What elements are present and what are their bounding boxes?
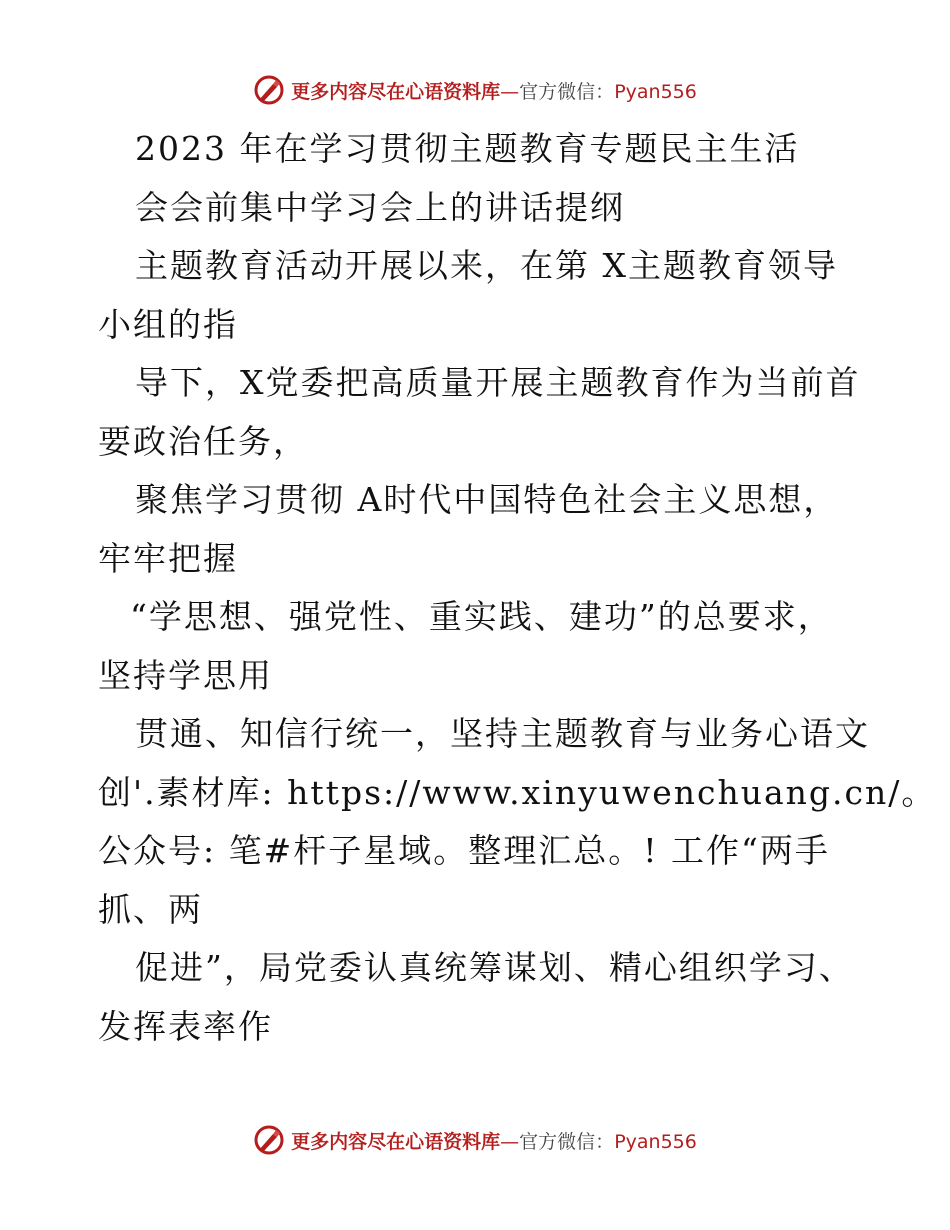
paragraph-line: 聚焦学习贯彻 A时代中国特色社会主义思想， [135,480,839,519]
paragraph-line: 主题教育活动开展以来，在第 X主题教育领导 [135,246,838,285]
title-line-2: 会会前集中学习会上的讲话提纲 [135,187,625,227]
paragraph-line: 促进”，局党委认真统筹谋划、精心组织学习、 [135,948,854,987]
watermark-suffix: 官方微信： [519,1130,615,1153]
paragraph-line: “学思想、强党性、重实践、建功”的总要求， [130,597,833,636]
watermark-suffix: 官方微信： [519,80,615,103]
paragraph-line: 小组的指 [98,304,238,344]
header-watermark [0,70,950,110]
paragraph-line: 导下，X党委把高质量开展主题教育作为当前首 [135,363,861,402]
paragraph-line: 要政治任务， [98,421,308,461]
pen-circle-logo-icon [253,74,285,106]
footer-watermark [0,1120,950,1160]
watermark-main-text: 更多内容尽在心语资料库 [291,1130,501,1153]
title-line-1: 2023 年在学习贯彻主题教育专题民主生活 [135,129,800,168]
watermark-text [291,1127,697,1154]
watermark-text [291,77,697,104]
watermark-dash: — [500,1130,520,1153]
paragraph-line: 牢牢把握 [98,538,238,578]
paragraph-line: 贯通、知信行统一，坚持主题教育与业务心语文 [135,714,870,753]
paragraph-line: 公众号: 笔#杆子星域。整理汇总。! 工作“两手 [98,831,830,870]
paragraph-line: 发挥表率作 [98,1006,273,1046]
pen-circle-logo-icon [253,1124,285,1156]
watermark-dash: — [500,80,520,103]
watermark-main-text: 更多内容尽在心语资料库 [291,80,501,103]
paragraph-line: 抓、两 [98,889,203,929]
document-body [98,120,937,1056]
paragraph-line: 创'.素材库: https://www.xinyuwenchuang.cn/。 [98,772,937,812]
watermark-wechat-id: Pyan556 [614,1130,697,1153]
paragraph-line: 坚持学思用 [98,655,273,695]
watermark-wechat-id: Pyan556 [614,80,697,103]
